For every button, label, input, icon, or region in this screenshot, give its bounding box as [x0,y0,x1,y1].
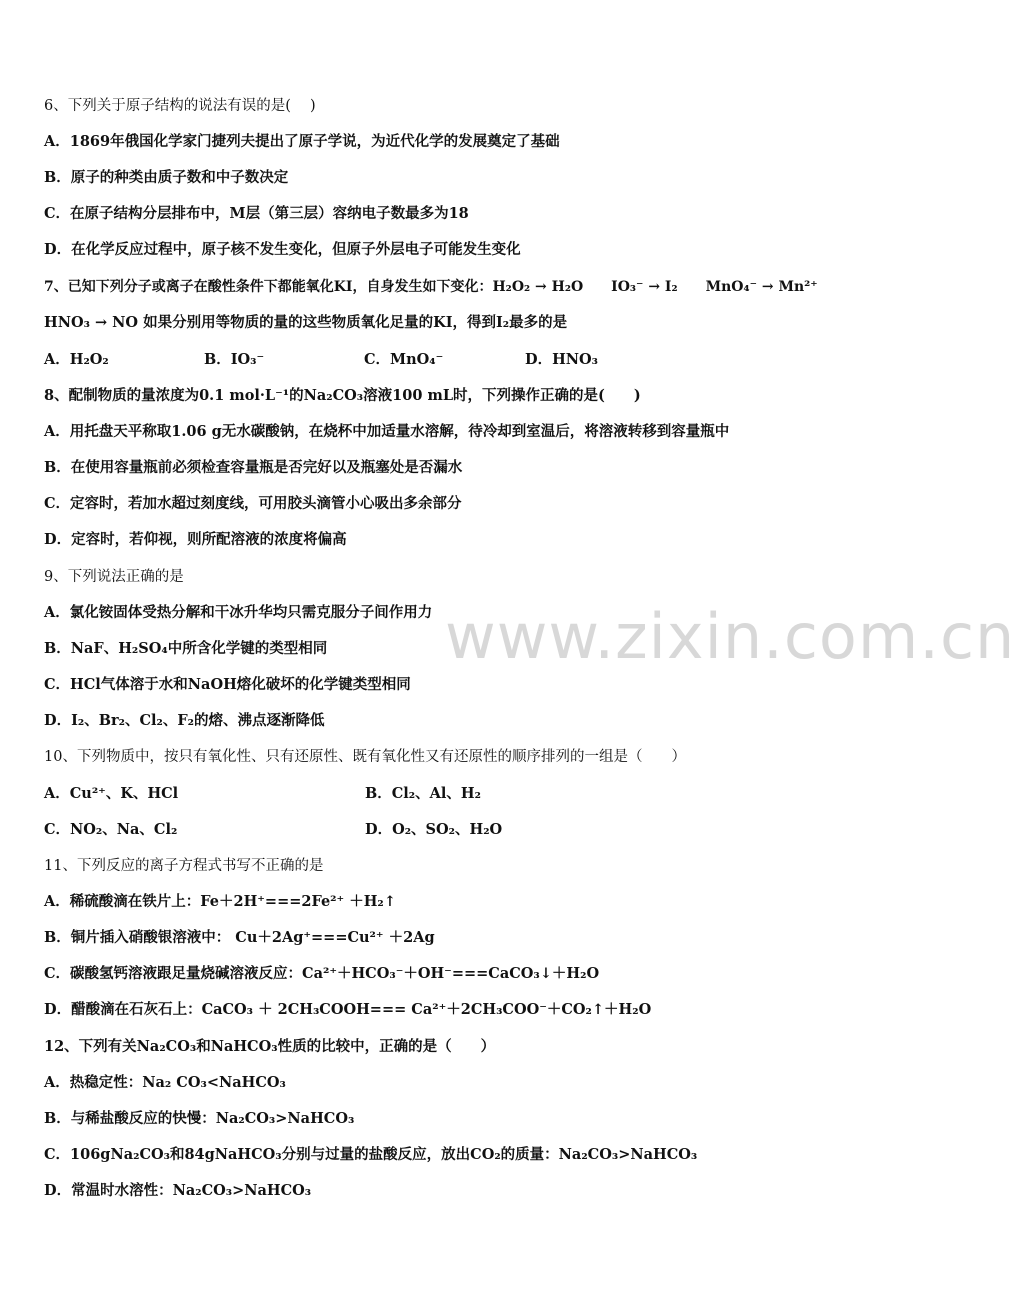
question-10-stem: 10、下列物质中，按只有氧化性、只有还原性、既有氧化性又有还原性的顺序排列的一组是（ ） [44,749,686,765]
question-11-option-a: A．稀硫酸滴在铁片上：Fe＋2H⁺===2Fe²⁺ ＋H₂↑ [44,893,396,910]
question-9-option-b: B．NaF、H₂SO₄中所含化学键的类型相同 [44,640,328,657]
question-11-option-b: B．铜片插入硝酸银溶液中： Cu＋2Ag⁺===Cu²⁺ ＋2Ag [44,929,435,946]
question-10-option-d: D．O₂、SO₂、H₂O [365,821,503,838]
question-8-option-c: C．定容时，若加水超过刻度线，可用胶头滴管小心吸出多余部分 [44,495,462,512]
question-9-option-a: A．氯化铵固体受热分解和干冰升华均只需克服分子间作用力 [44,604,433,621]
question-10-option-b: B．Cl₂、Al、H₂ [365,785,481,802]
question-10-option-c: C．NO₂、Na、Cl₂ [44,821,178,838]
question-7-option-a: A．H₂O₂ [44,351,109,368]
question-6-option-a: A．1869年俄国化学家门捷列夫提出了原子学说，为近代化学的发展奠定了基础 [44,133,560,150]
question-10-option-a: A．Cu²⁺、K、HCl [44,785,179,802]
question-11-stem: 11、下列反应的离子方程式书写不正确的是 [44,858,324,874]
question-7-option-d: D．HNO₃ [525,351,599,368]
question-12-option-a: A．热稳定性：Na₂ CO₃<NaHCO₃ [44,1074,286,1091]
question-6-option-b: B．原子的种类由质子数和中子数决定 [44,169,289,186]
question-11-option-c: C．碳酸氢钙溶液跟足量烧碱溶液反应：Ca²⁺＋HCO₃⁻＋OH⁻===CaCO₃↓＋H₂O [44,965,600,982]
question-8-option-b: B．在使用容量瓶前必须检查容量瓶是否完好以及瓶塞处是否漏水 [44,459,463,476]
question-7-option-b: B．IO₃⁻ [204,351,265,368]
question-12-stem: 12、下列有关Na₂CO₃和NaHCO₃性质的比较中，正确的是（ ） [44,1038,496,1055]
question-6-option-c: C．在原子结构分层排布中，M层（第三层）容纳电子数最多为18 [44,205,469,222]
question-7-option-c: C．MnO₄⁻ [364,351,444,368]
question-12-option-b: B．与稀盐酸反应的快慢：Na₂CO₃>NaHCO₃ [44,1110,355,1127]
question-8-stem: 8、配制物质的量浓度为0.1 mol·L⁻¹的Na₂CO₃溶液100 mL时，下列操作正确的是( ) [44,387,641,404]
question-12-option-c: C．106gNa₂CO₃和84gNaHCO₃分别与过量的盐酸反应，放出CO₂的质量：Na₂CO₃>NaHCO₃ [44,1146,698,1163]
question-9-option-d: D．I₂、Br₂、Cl₂、F₂的熔、沸点逐渐降低 [44,712,325,729]
question-7-stem-line2: HNO₃ → NO 如果分别用等物质的量的这些物质氧化足量的KI，得到I₂最多的是 [44,314,568,331]
question-7-stem-line1: 7、已知下列分子或离子在酸性条件下都能氧化KI，自身发生如下变化：H₂O₂ → H₂O IO₃⁻ → I₂ MnO₄⁻ → Mn²⁺ [44,279,818,295]
question-6-option-d: D．在化学反应过程中，原子核不发生变化，但原子外层电子可能发生变化 [44,241,521,258]
question-6-stem: 6、下列关于原子结构的说法有误的是( ) [44,98,316,114]
watermark-text: www.zixin.com.cn [445,600,1015,673]
question-12-option-d: D．常温时水溶性：Na₂CO₃>NaHCO₃ [44,1182,312,1199]
question-9-option-c: C．HCl气体溶于水和NaOH熔化破坏的化学键类型相同 [44,676,411,693]
question-8-option-d: D．定容时，若仰视，则所配溶液的浓度将偏高 [44,531,347,548]
question-8-option-a: A．用托盘天平称取1.06 g无水碳酸钠，在烧杯中加适量水溶解，待冷却到室温后，将溶液转移到容量瓶中 [44,423,730,440]
question-11-option-d: D．醋酸滴在石灰石上：CaCO₃ ＋ 2CH₃COOH=== Ca²⁺＋2CH₃COO⁻＋CO₂↑＋H₂O [44,1001,652,1018]
question-9-stem: 9、下列说法正确的是 [44,569,184,585]
